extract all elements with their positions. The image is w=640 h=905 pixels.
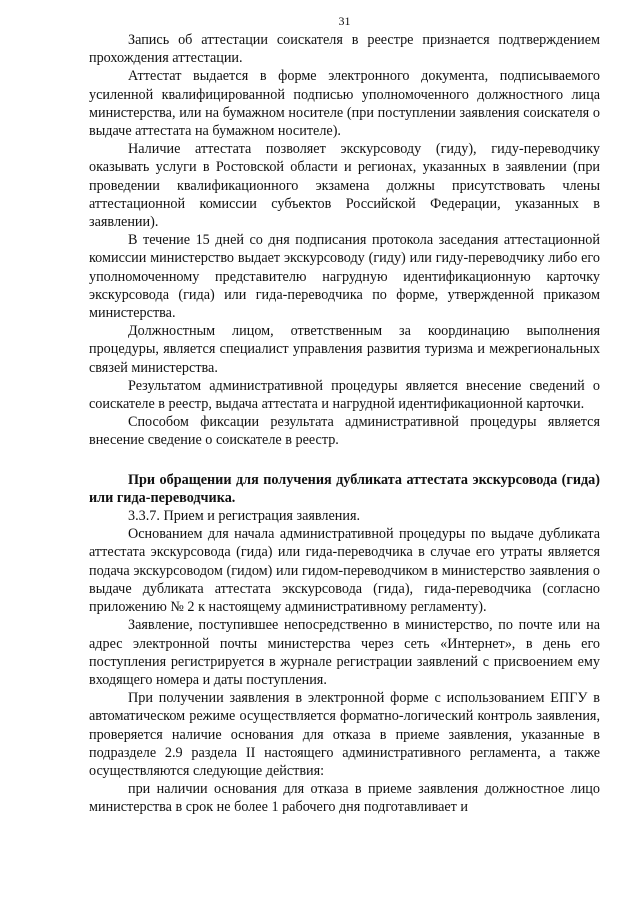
paragraph-certificate-format: Аттестат выдается в форме электронного документа, подписываемого усиленной квалифицированной подписью уполномоченного должностного лица министерства, или на бумажном носителе (при поступлении заявления соискателя о выдаче аттестата на бумажном носителе).: [89, 68, 600, 140]
paragraph-procedure-result: Результатом административной процедуры является внесение сведений о соискателе в реестр, выдача аттестата и нагрудной идентификационной карточки.: [89, 377, 600, 413]
page-number: 31: [338, 14, 351, 28]
paragraph-attestation-record: Запись об аттестации соискателя в реестре признается подтверждением прохождения аттестации.: [89, 32, 600, 67]
paragraph-electronic-application: При получении заявления в электронной форме с использованием ЕПГУ в автоматическом режиме осуществляется форматно-логический контроль заявления, проверяется наличие основания для отказа в приеме заявления, указанные в подразделе 2.9 раздела II настоящего административного регламента, а также осуществляются следующие действия:: [89, 690, 600, 779]
paragraph-certificate-scope: Наличие аттестата позволяет экскурсоводу (гиду), гиду-переводчику оказывать услуги в Ростовской области и регионах, указанных в заявлении (при проведении квалификационного экзамена должны присутствовать члены аттестационной комиссии субъектов Российской Федерации, указанных в заявлении).: [89, 141, 600, 231]
paragraph-section-number: 3.3.7. Прием и регистрация заявления.: [128, 508, 361, 525]
paragraph-refusal-grounds: при наличии основания для отказа в приеме заявления должностное лицо министерства в срок не более 1 рабочего дня подготавливает и: [89, 781, 600, 816]
paragraph-duplicate-basis: Основанием для начала административной процедуры по выдаче дубликата аттестата экскурсовода (гида) или гида-переводчика в случае его утраты является подача экскурсоводом (гидом) или гидом-переводчиком в министерство заявления о выдаче дубликата аттестата экскурсовода (гида), гида-переводчика (согласно приложению № 2 к настоящему административному регламенту).: [89, 526, 600, 616]
paragraph-result-recording: Способом фиксации результата административной процедуры является внесение сведение о соискателе в реестр.: [89, 414, 600, 449]
paragraph-application-registration: Заявление, поступившее непосредственно в министерство, по почте или на адрес электронной почты министерства через сеть «Интернет», в день его поступления регистрируется в журнале регистрации заявлений с присвоением ему входящего номера и даты поступления.: [89, 617, 600, 688]
paragraph-responsible-official: Должностным лицом, ответственным за координацию выполнения процедуры, является специалист управления развития туризма и межрегиональных связей министерства.: [89, 323, 600, 376]
paragraph-badge-issuance: В течение 15 дней со дня подписания протокола заседания аттестационной комиссии министерство выдает экскурсоводу (гиду) или гиду-переводчику либо его уполномоченному представителю нагрудную идентификационную карточку экскурсовода (гида) или гида-переводчика по форме, утвержденной приказом министерства.: [89, 232, 600, 322]
section-heading-duplicate: При обращении для получения дубликата аттестата экскурсовода (гида) или гида-переводчика.: [89, 471, 600, 506]
